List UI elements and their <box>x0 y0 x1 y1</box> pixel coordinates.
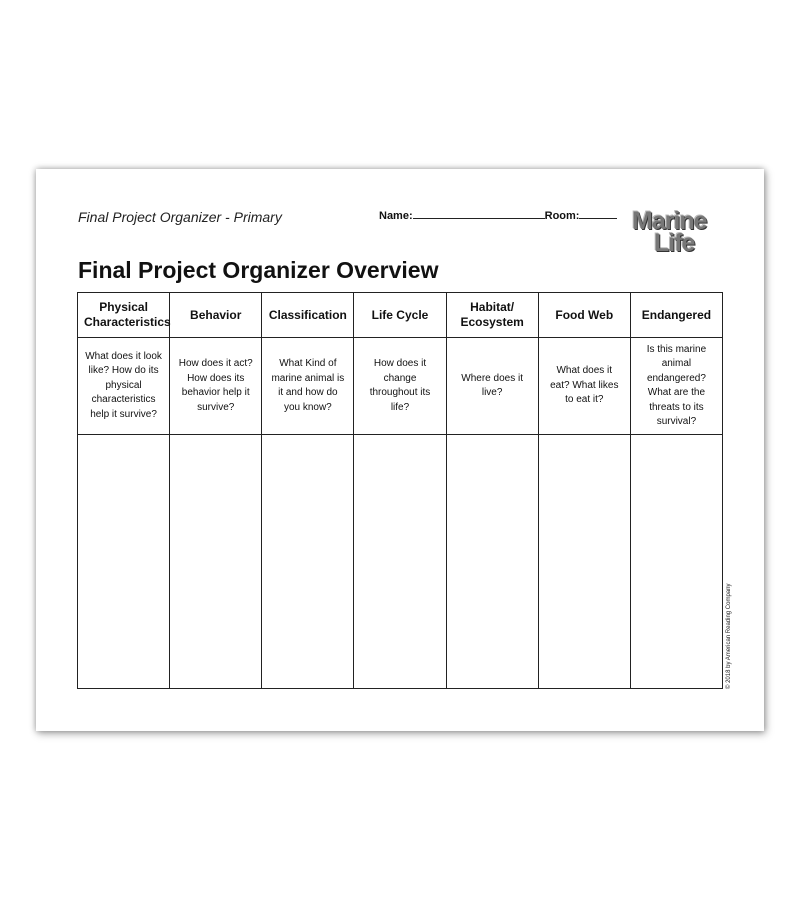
column-header-food-web: Food Web <box>538 293 630 338</box>
page-title: Final Project Organizer Overview <box>78 257 439 283</box>
organizer-table <box>77 292 723 689</box>
name-blank-line[interactable] <box>413 208 545 219</box>
answer-cell-classification[interactable] <box>262 435 354 689</box>
question-classification: What Kind of marine animal is it and how do you know? <box>262 338 354 435</box>
column-header-behavior: Behavior <box>170 293 262 338</box>
answer-cell-physical-characteristics[interactable] <box>78 435 170 689</box>
answer-cell-life-cycle[interactable] <box>354 435 446 689</box>
question-physical-characteristics: What does it look like? How do its physical characteristics help it survive? <box>78 338 170 435</box>
name-room-fields <box>379 208 617 222</box>
question-habitat: Where does it live? <box>446 338 538 435</box>
room-blank-line[interactable] <box>579 208 617 219</box>
name-label: Name: <box>379 210 413 222</box>
column-header-physical-characteristics: Physical Characteristics <box>78 293 170 338</box>
column-header-classification: Classification <box>262 293 354 338</box>
answer-cell-habitat[interactable] <box>446 435 538 689</box>
worksheet-page <box>36 169 764 731</box>
question-behavior: How does it act? How does its behavior help it survive? <box>170 338 262 435</box>
room-label: Room: <box>544 210 580 222</box>
question-row <box>78 338 723 435</box>
question-life-cycle: How does it change throughout its life? <box>354 338 446 435</box>
marine-life-logo <box>632 207 724 261</box>
logo-word-marine: Marine <box>632 207 707 235</box>
answer-cell-endangered[interactable] <box>630 435 722 689</box>
question-endangered: Is this marine animal endangered? What are the threats to its survival? <box>630 338 722 435</box>
header-row <box>78 293 723 338</box>
answer-cell-behavior[interactable] <box>170 435 262 689</box>
column-header-habitat: Habitat/ Ecosystem <box>446 293 538 338</box>
column-header-life-cycle: Life Cycle <box>354 293 446 338</box>
answer-cell-food-web[interactable] <box>538 435 630 689</box>
copyright-notice: © 2018 by American Reading Company <box>726 583 732 689</box>
column-header-endangered: Endangered <box>630 293 722 338</box>
answer-row <box>78 435 723 689</box>
question-food-web: What does it eat? What likes to eat it? <box>538 338 630 435</box>
logo-word-life: Life <box>654 229 695 257</box>
worksheet-subtitle: Final Project Organizer - Primary <box>78 209 282 225</box>
